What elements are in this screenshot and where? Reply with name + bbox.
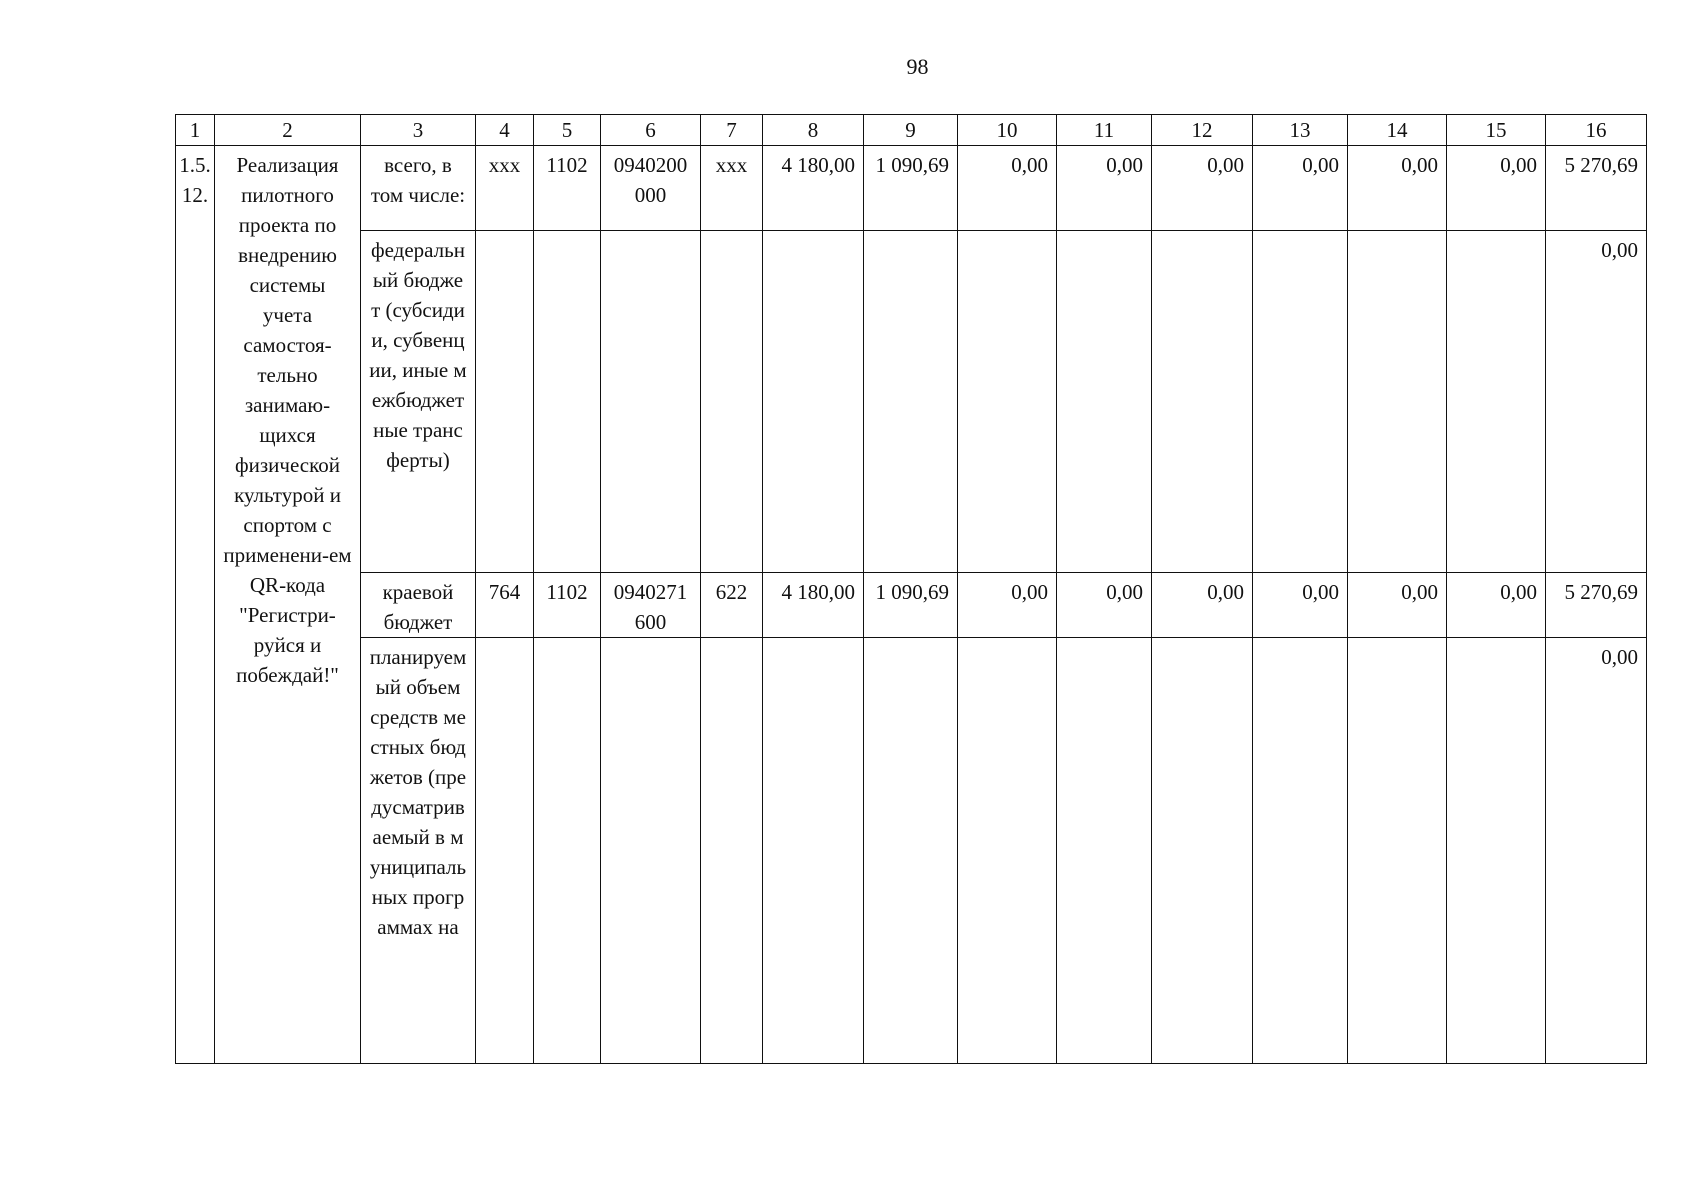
table-row-total bbox=[176, 146, 1647, 231]
empty-cell bbox=[958, 638, 1057, 1064]
empty-cell bbox=[534, 231, 601, 573]
table-row-federal bbox=[176, 231, 1647, 573]
value-cell: 0,00 bbox=[1057, 573, 1152, 638]
value-cell: 4 180,00 bbox=[763, 573, 864, 638]
funding-source-cell: планируемый объем средств местных бюджетов (предусматриваемый в муниципальных программах на bbox=[361, 638, 476, 1064]
value-cell: ххх bbox=[476, 146, 534, 231]
value-cell: 0,00 bbox=[1253, 146, 1348, 231]
page-number: 98 bbox=[906, 54, 929, 79]
empty-cell bbox=[958, 231, 1057, 573]
value-cell: 0,00 bbox=[1546, 638, 1647, 1064]
value-cell: 0,00 bbox=[1546, 231, 1647, 573]
header-cell: 6 bbox=[601, 115, 701, 146]
value-cell: 0,00 bbox=[958, 146, 1057, 231]
empty-cell bbox=[601, 638, 701, 1064]
table-row-local bbox=[176, 638, 1647, 1064]
header-cell: 3 bbox=[361, 115, 476, 146]
empty-cell bbox=[1152, 638, 1253, 1064]
empty-cell bbox=[701, 638, 763, 1064]
empty-cell bbox=[476, 638, 534, 1064]
empty-cell bbox=[1348, 231, 1447, 573]
empty-cell bbox=[864, 638, 958, 1064]
header-cell: 1 bbox=[176, 115, 215, 146]
empty-cell bbox=[1348, 638, 1447, 1064]
empty-cell bbox=[1057, 231, 1152, 573]
empty-cell bbox=[601, 231, 701, 573]
header-cell: 12 bbox=[1152, 115, 1253, 146]
empty-cell bbox=[1057, 638, 1152, 1064]
funding-source-cell: всего, в том числе: bbox=[361, 146, 476, 231]
value-cell: 0,00 bbox=[1348, 146, 1447, 231]
header-cell: 10 bbox=[958, 115, 1057, 146]
empty-cell bbox=[701, 231, 763, 573]
header-cell: 4 bbox=[476, 115, 534, 146]
value-cell: 0,00 bbox=[958, 573, 1057, 638]
value-cell: 0,00 bbox=[1348, 573, 1447, 638]
empty-cell bbox=[864, 231, 958, 573]
empty-cell bbox=[763, 638, 864, 1064]
header-cell: 8 bbox=[763, 115, 864, 146]
value-cell: 0,00 bbox=[1447, 573, 1546, 638]
header-cell: 11 bbox=[1057, 115, 1152, 146]
value-cell: 0,00 bbox=[1057, 146, 1152, 231]
value-cell: 0940271600 bbox=[601, 573, 701, 638]
value-cell: 0,00 bbox=[1447, 146, 1546, 231]
value-cell: 0,00 bbox=[1152, 146, 1253, 231]
empty-cell bbox=[1253, 231, 1348, 573]
header-cell: 15 bbox=[1447, 115, 1546, 146]
value-cell: 764 bbox=[476, 573, 534, 638]
budget-table bbox=[175, 114, 1647, 1064]
value-cell: 5 270,69 bbox=[1546, 146, 1647, 231]
funding-source-cell: краевой бюджет bbox=[361, 573, 476, 638]
empty-cell bbox=[763, 231, 864, 573]
empty-cell bbox=[1152, 231, 1253, 573]
value-cell: 4 180,00 bbox=[763, 146, 864, 231]
item-number-cell: 1.5.12. bbox=[176, 146, 215, 1064]
header-cell: 13 bbox=[1253, 115, 1348, 146]
header-cell: 7 bbox=[701, 115, 763, 146]
empty-cell bbox=[1447, 638, 1546, 1064]
table-row-regional bbox=[176, 573, 1647, 638]
header-cell: 9 bbox=[864, 115, 958, 146]
header-cell: 5 bbox=[534, 115, 601, 146]
header-cell: 2 bbox=[215, 115, 361, 146]
value-cell: 1 090,69 bbox=[864, 146, 958, 231]
value-cell: 1 090,69 bbox=[864, 573, 958, 638]
value-cell: 0,00 bbox=[1152, 573, 1253, 638]
value-cell: 622 bbox=[701, 573, 763, 638]
value-cell: ххх bbox=[701, 146, 763, 231]
empty-cell bbox=[534, 638, 601, 1064]
value-cell: 1102 bbox=[534, 573, 601, 638]
value-cell: 0,00 bbox=[1253, 573, 1348, 638]
funding-source-cell: федеральный бюджет (субсидии, субвенции, иные межбюджетные трансферты) bbox=[361, 231, 476, 573]
value-cell: 1102 bbox=[534, 146, 601, 231]
empty-cell bbox=[1447, 231, 1546, 573]
value-cell: 0940200000 bbox=[601, 146, 701, 231]
empty-cell bbox=[476, 231, 534, 573]
value-cell: 5 270,69 bbox=[1546, 573, 1647, 638]
empty-cell bbox=[1253, 638, 1348, 1064]
header-row bbox=[176, 115, 1647, 146]
header-cell: 14 bbox=[1348, 115, 1447, 146]
item-name-cell: Реализация пилотного проекта по внедрению системы учета самостоя-тельно занимаю-щихся физической культурой и спортом с применени-ем QR-кода "Регистри-руйся и побеждай!" bbox=[215, 146, 361, 1064]
header-cell: 16 bbox=[1546, 115, 1647, 146]
